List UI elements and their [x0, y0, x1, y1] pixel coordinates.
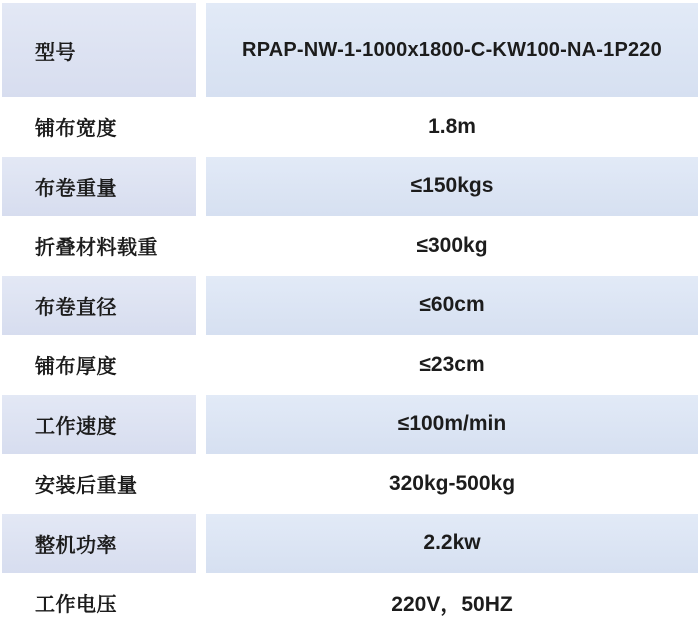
table-row	[2, 97, 698, 157]
spec-label: 工作速度	[35, 415, 117, 438]
spec-value-cell	[206, 3, 698, 97]
column-divider	[196, 276, 206, 336]
spec-label: 铺布厚度	[35, 356, 117, 379]
spec-label: 工作电压	[35, 594, 117, 617]
spec-value: ≤100m/min	[397, 412, 507, 436]
table-row	[2, 157, 698, 217]
spec-label: 布卷直径	[35, 296, 117, 319]
table-row	[2, 454, 698, 514]
spec-value: ≤23cm	[419, 352, 485, 376]
spec-value: RPAP-NW-1-1000x1800-C-KW100-NA-1P220	[242, 38, 662, 61]
spec-label: 折叠材料载重	[35, 237, 158, 260]
spec-value-cell	[206, 216, 698, 276]
spec-label-cell	[2, 395, 196, 455]
table-row	[2, 216, 698, 276]
table-row	[2, 276, 698, 336]
spec-label: 型号	[35, 41, 76, 64]
column-divider	[196, 3, 206, 97]
spec-label: 整机功率	[35, 534, 117, 557]
column-divider	[196, 514, 206, 574]
spec-value-cell	[206, 395, 698, 455]
spec-value: 2.2kw	[423, 531, 481, 555]
column-divider	[196, 454, 206, 514]
spec-label-cell	[2, 3, 196, 97]
spec-label-cell	[2, 573, 196, 633]
column-divider	[196, 335, 206, 395]
spec-value: ≤60cm	[419, 293, 485, 317]
spec-label: 布卷重量	[35, 177, 117, 200]
spec-value-cell	[206, 454, 698, 514]
spec-label: 铺布宽度	[35, 118, 117, 141]
spec-label-cell	[2, 276, 196, 336]
table-row	[2, 3, 698, 97]
table-row	[2, 514, 698, 574]
table-row	[2, 573, 698, 633]
spec-value: ≤300kg	[416, 233, 488, 257]
column-divider	[196, 573, 206, 633]
spec-label: 安装后重量	[35, 475, 138, 498]
table-row	[2, 335, 698, 395]
spec-value-cell	[206, 276, 698, 336]
spec-label-cell	[2, 454, 196, 514]
column-divider	[196, 395, 206, 455]
table-row	[2, 395, 698, 455]
column-divider	[196, 216, 206, 276]
spec-label-cell	[2, 157, 196, 217]
spec-value-cell	[206, 514, 698, 574]
spec-value: ≤150kgs	[410, 174, 494, 198]
spec-value-cell	[206, 335, 698, 395]
spec-label-cell	[2, 97, 196, 157]
spec-label-cell	[2, 514, 196, 574]
spec-value-cell	[206, 97, 698, 157]
spec-value-cell	[206, 157, 698, 217]
spec-label-cell	[2, 335, 196, 395]
spec-value: 320kg-500kg	[388, 471, 516, 495]
spec-value: 1.8m	[428, 114, 476, 138]
spec-value: 220V，50HZ	[391, 592, 513, 616]
column-divider	[196, 97, 206, 157]
column-divider	[196, 157, 206, 217]
spec-label-cell	[2, 216, 196, 276]
spec-value-cell	[206, 573, 698, 633]
